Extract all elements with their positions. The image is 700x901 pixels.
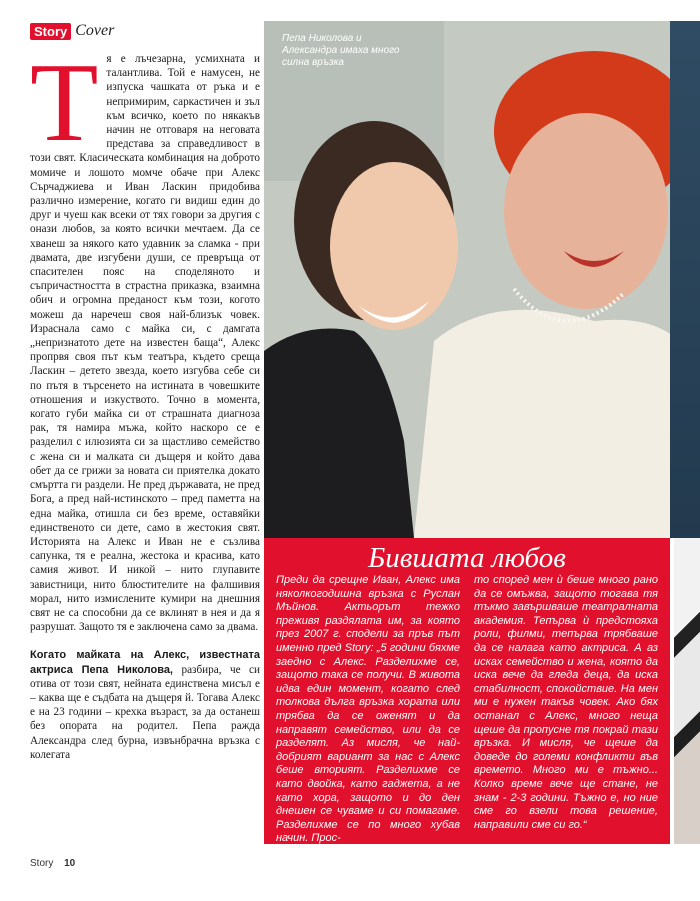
sidebar-box bbox=[264, 538, 670, 844]
section-name: Cover bbox=[75, 22, 115, 39]
photo-illustration bbox=[264, 21, 700, 538]
sidebar-title: Бившата любов bbox=[368, 542, 566, 574]
sidebar-column-1: Преди да срещне Иван, Алекс има няколкогодишна връзка с Руслан Мъйнов. Актьорът тежко преживя раздялата им, за която през 2007 г. сподели за пръв път именно пред Story: „5 години бяхме заедно с Алекс. Разделихме се, защото така се получи. В живота идва един момент, когато след толкова дълга връзка хората или трябва да се оженят и да направят семейство, или да се разделят. Аз мисля, че най-добрият вариант за нас с Алекс беше вторият. Разделихме се като двойка, като гаджета, а не като хора, защото и до ден днешен се чуваме и си помагаме. Разделихме се по много хубав начин. Прос- bbox=[276, 574, 460, 845]
photo-background-strip bbox=[670, 21, 700, 538]
footer-brand: Story bbox=[30, 858, 54, 869]
continuation-text: разбира, че си отива от този свят, нейната единствена мисъл е – каква ще е съдбата на дъщеря й. Тогава Алекс е на 23 години – крехка възраст, за да останеш без опората на родител. Пепа ражда Александра след бурна, извънбрачна връзка с колегата bbox=[30, 663, 261, 761]
brand-logo: Story bbox=[30, 23, 71, 40]
drop-cap: Т bbox=[30, 41, 99, 165]
page-header bbox=[30, 22, 114, 40]
lead-bold-text: Когато майката на Алекс, известната актриса Пепа Николова, bbox=[30, 649, 260, 676]
cover-photo bbox=[264, 21, 700, 538]
article-paragraph: я е лъчезарна, усмихната и талантлива. Той е намусен, не изпуска чашката от ръка и е непримирим, саркастичен и зъл към всичко, което по някакъв начин не отговаря на неговата представа за справедливост в този свят. Класическата комбинация на доброто момиче и лошото момче обаче при Алекс Сърчаджиева и Иван Ласкин придобива различно измерение, когато ги видиш един до друг и чуеш как всеки от тях говори за другия с онази любов, за която всички мечтаем. Да се хванеш за някого като удавник за сламка - при двамата, две изгубени души, се превръща от спасителен пояс на споделяното и съпричастността в страстна приказка, взаимна обич и огромна преданост към този, когото можеш да наречеш своя най-близък човек. Израснала само с майка си, с дамгата „непризнатото дете на известен баща“, Алекс пропрвя своя път към театъра, където среща Ласкин – детето звезда, което изгубва себе си по пътя в търсенето на истината в човешките отношения и изкуството. Точно в момента, когато губи майка си от страшната диагноза рак, тя намира мъжа, който наскоро се е разделил с илюзията си за щастливо семейство с жена си и малката си дъщеря и който дава обет да се грижи за новата си приятелка докато смъртта ги раздели. Не пред държавата, не пред Бога, а пред най-истинското – пред паметта на една майка, отишла си без време, оставяйки единственото си дете, само в жестокия свят. Историята на Алекс и Иван не е съзлива сапунка, тя е реална, жестока и красива, като самия живот. И никой – нито глупавите завистници, нито блюстителите на фалшивия морал, нито измислените кумири на днешния свят не са способни да се вклинят в нея и да я разрушат. Защото тя е заключена само за двама. bbox=[30, 53, 260, 634]
sidebar-column-2: то според мен ѝ беше много рано да се омъжва, защото тогава тя тъкмо завършваше театралната академия. Тепърва ѝ предстояха роли, филми, тепърва трябваше да се налага като актриса. А аз исках семейство и жена, която да иска вече да гледа деца, да иска стабилност, спокойствие. На мен ми е нужен такъв човек. Ако бях останал с Алекс, много неща щеше да пропусне тя покрай тази връзка. И мисля, че щеше да доведе до големи конфликти във времето. Много ми е тъжно... Колко време вече ще стане, не знам - 2-3 години. Тъжно е, но ние сме го взели това решение, направили сме си го.“ bbox=[474, 574, 658, 831]
photo-caption: Пепа Николова и Александра имаха много силна връзка bbox=[282, 33, 400, 68]
page-number: 10 bbox=[64, 858, 76, 869]
adjacent-page-image bbox=[674, 538, 700, 844]
article-body bbox=[30, 41, 261, 762]
article-paragraph-2 bbox=[30, 648, 260, 762]
page-footer bbox=[30, 858, 75, 869]
